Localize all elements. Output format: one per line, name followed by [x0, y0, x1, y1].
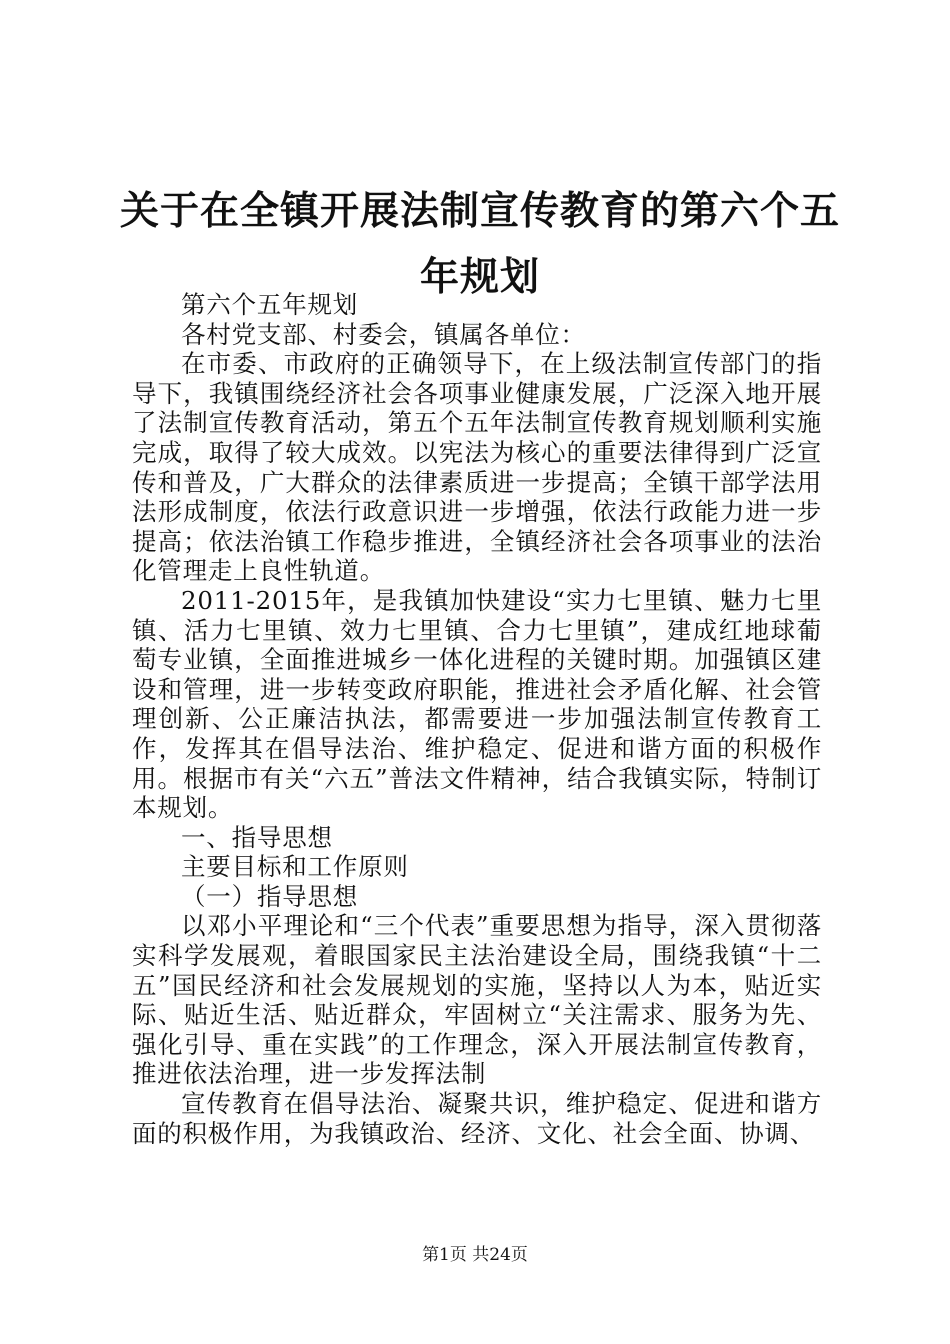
document-title: 关于在全镇开展法制宣传教育的第六个五年规划: [120, 188, 841, 300]
section-subheading: 主要目标和工作原则: [181, 852, 409, 882]
subsection-heading: （一）指导思想: [181, 881, 359, 911]
paragraph: 在市委、市政府的正确领导下，在上级法制宣传部门的指导下，我镇围绕经济社会各项事业健康发展，广泛深入地开展了法制宣传教育活动，第五个五年法制宣传教育规划顺利实施完成，取得了较大成效。以宪法为核心的重要法律得到广泛宣传和普及，广大群众的法律素质进一步提高；全镇干部学法用法形成制度，依法行政意识进一步增强，依法行政能力进一步提高；依法治镇工作稳步推进，全镇经济社会各项事业的法治化管理走上良性轨道。: [132, 349, 822, 586]
paragraph: 2011-2015年，是我镇加快建设“实力七里镇、魅力七里镇、活力七里镇、效力七里镇、合力七里镇”，建成红地球葡萄专业镇，全面推进城乡一体化进程的关键时期。加强镇区建设和管理，进一步转变政府职能，推进社会矛盾化解、社会管理创新、公正廉洁执法，都需要进一步加强法制宣传教育工作，发挥其在倡导法治、维护稳定、促进和谐方面的积极作用。根据市有关“六五”普法文件精神，结合我镇实际，特制订本规划。: [132, 585, 822, 823]
paragraph: 以邓小平理论和“三个代表”重要思想为指导，深入贯彻落实科学发展观，着眼国家民主法治建设全局，围绕我镇“十二五”国民经济和社会发展规划的实施，坚持以人为本，贴近实际、贴近生活、贴近群众，牢固树立“关注需求、服务为先、强化引导、重在实践”的工作理念，深入开展法制宣传教育，推进依法治理，进一步发挥法制: [132, 911, 822, 1089]
paragraph: 宣传教育在倡导法治、凝聚共识，维护稳定、促进和谐方面的积极作用，为我镇政治、经济、文化、社会全面、协调、: [132, 1089, 822, 1148]
paragraph-salutation: 各村党支部、村委会，镇属各单位：: [181, 319, 586, 349]
page-footer: 第1页 共24页: [422, 1245, 528, 1265]
document-body: [132, 290, 822, 1148]
section-heading: 一、指导思想: [181, 822, 333, 852]
paragraph-subtitle: 第六个五年规划: [181, 290, 359, 319]
